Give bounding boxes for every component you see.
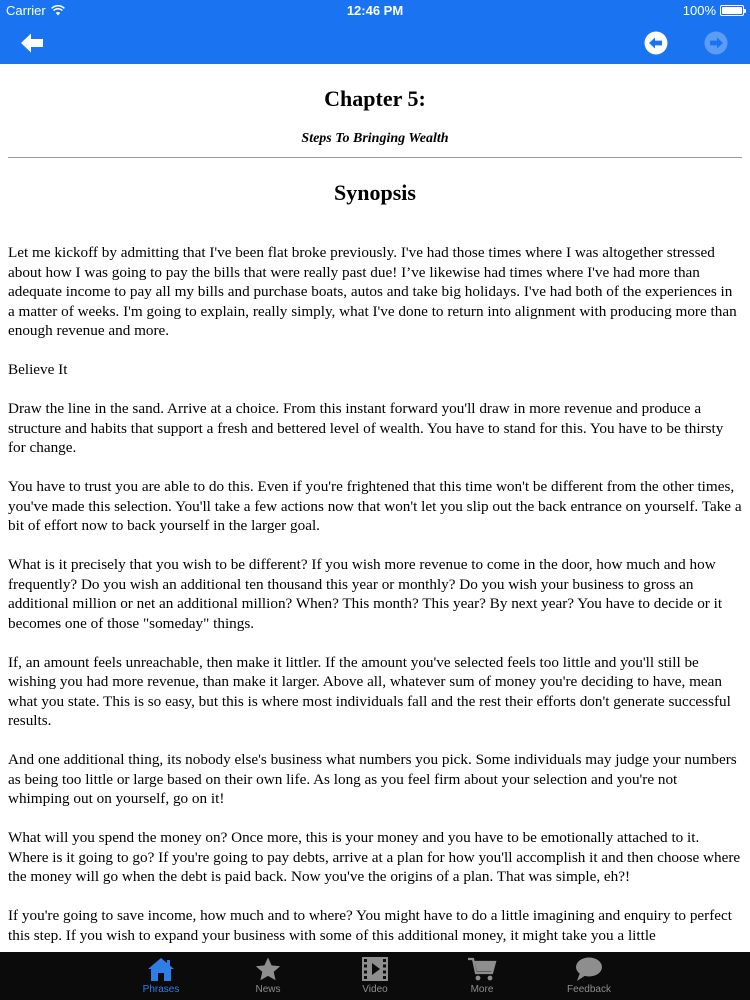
battery-icon [720,5,744,16]
paragraph: What is it precisely that you wish to be different? If you wish more revenue to come in the door, how much and how frequently? Do you wish an additional ten thousand this year or monthly? Do you wish your business to gross an additional million or net an additional million? When? This month? This year? By next year? You have to decide or it becomes one of those "someday" things. [8,556,723,632]
tab-phrases[interactable] [108,952,215,1000]
battery-percent: 100% [682,3,716,18]
nav-bar [0,22,750,64]
divider [8,157,742,158]
paragraph: Believe It [8,361,68,378]
paragraph: And one additional thing, its nobody else's business what numbers you pick. Some individuals may judge your numbers as being too little or large based on their own life. As long as you feel firm about your selection and you're not whimping out on yourself, go on it! [8,751,737,807]
paragraph: What will you spend the money on? Once more, this is your money and you have to be emotionally attached to it. Where is it going to go? If you're going to pay debts, arrive at a plan for how you'll accomplish it and then choose where the money will go when the debt is paid back. Now you've the origins of a plan. That was simple, eh?! [8,829,741,885]
tab-label: News [255,984,281,995]
tab-feedback[interactable] [536,952,643,1000]
section-heading: Synopsis [334,180,416,205]
status-bar [0,0,750,22]
circle-arrow-left-icon [644,31,668,55]
back-button[interactable] [12,22,52,64]
film-icon [361,956,389,982]
chapter-title: Chapter 5: [324,86,426,111]
home-icon [146,956,176,982]
paragraph: If you're going to save income, how much and to where? You might have to do a little imagining and enquiry to perfect this step. If you wish to expand your business with some of this additional money, it might take you a little [8,907,732,944]
tab-label: Feedback [567,984,611,995]
arrow-left-icon [20,32,44,54]
chapter-content[interactable] [0,64,750,952]
speech-bubble-icon [574,956,604,982]
carrier-label: Carrier [6,3,46,18]
tab-label: Video [362,984,388,995]
star-icon [254,956,282,982]
tab-news[interactable] [215,952,322,1000]
cart-icon [467,956,497,982]
tab-bar [0,952,750,1000]
tab-more[interactable] [429,952,536,1000]
tab-video[interactable] [322,952,429,1000]
clock: 12:46 PM [346,3,404,18]
next-chapter-button[interactable] [696,22,736,64]
tab-label: More [470,984,494,995]
paragraph: If, an amount feels unreachable, then make it littler. If the amount you've selected feels too little and you'll still be wishing you had more revenue, than make it larger. Above all, whatever sum of money you're deciding to have, mean what you state. This is so easy, but this is where most individuals fall and the rest their efforts don't generate successful results. [8,653,731,729]
circle-arrow-right-icon [704,31,728,55]
article-body [8,243,742,945]
battery-indicator [683,3,744,18]
previous-chapter-button[interactable] [636,22,676,64]
chapter-subtitle: Steps To Bringing Wealth [301,131,449,146]
paragraph: Draw the line in the sand. Arrive at a choice. From this instant forward you'll draw in more revenue and produce a structure and habits that support a fresh and bettered level of wealth. You have to stand for this. You have to be thirsty for change. [8,400,724,456]
tab-label: Phrases [142,984,180,995]
paragraph: You have to trust you are able to do this. Even if you're frightened that this time won't be different from the other times, you've made this selection. You'll take a few actions now that won't let you slip out the back entrance on yourself. Take a bit of effort now to back yourself in the larger goal. [8,478,742,534]
paragraph: Let me kickoff by admitting that I've been flat broke previously. I've had those times where I was altogether stressed about how I was going to pay the bills that were really past due! I’ve likewise had times where I've had more than adequate income to pay all my bills and purchase boats, autos and take big holidays. I've had both of the experiences in a matter of weeks. I'm going to explain, really simply, what I've done to return into alignment with producing more than enough revenue and more. [8,244,737,339]
